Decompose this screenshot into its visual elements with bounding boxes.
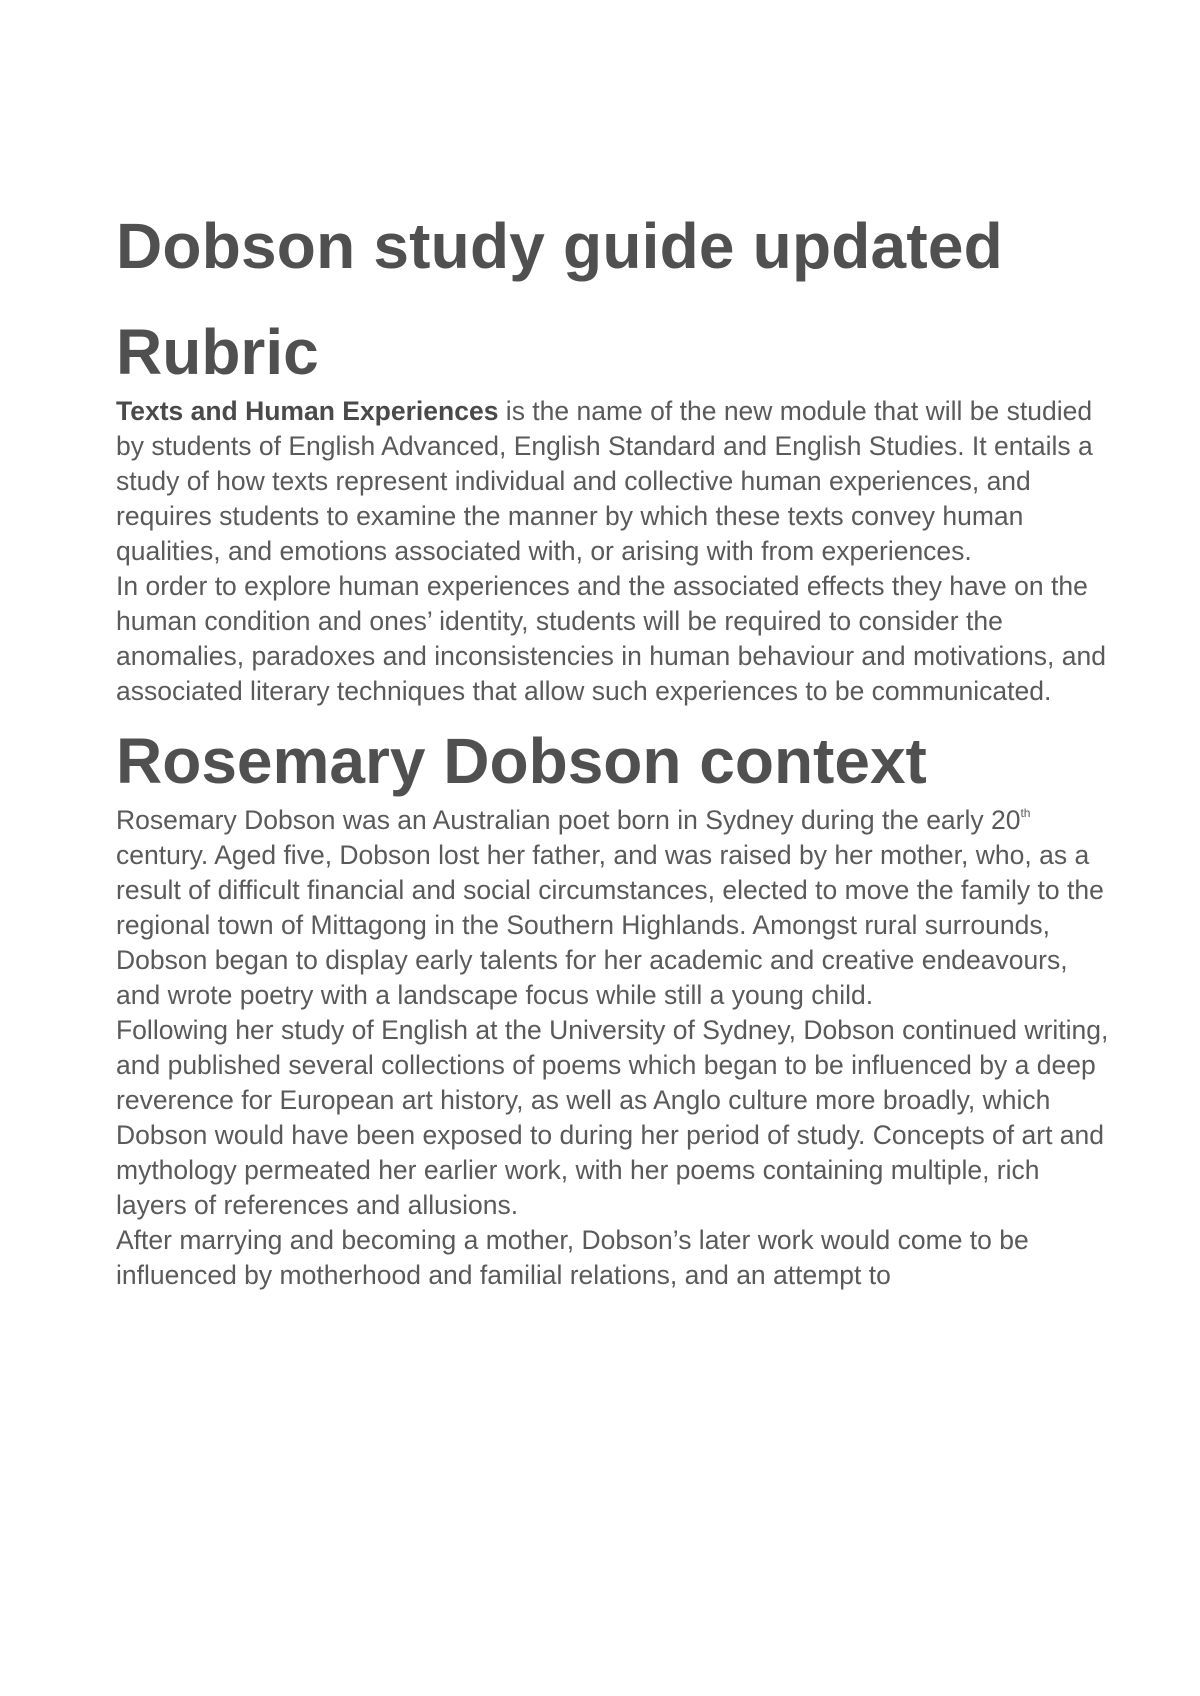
paragraph: After marrying and becoming a mother, Dobson’s later work would come to be influenced by motherhood and familial relations, and an attempt to [116,1225,1029,1290]
document-page [116,206,1116,1293]
section-heading-rubric: Rubric [116,316,319,388]
paragraph: In order to explore human experiences and the associated effects they have on the human condition and ones’ identity, students will be required to consider the anomalies, paradoxes and inconsistencies in human behaviour and motivations, and associated literary techniques that allow such experiences to be communicated. [116,571,1106,706]
paragraph: Following her study of English at the University of Sydney, Dobson continued writing, and published several collections of poems which began to be influenced by a deep reverence for European art history, as well as Anglo culture more broadly, which Dobson would have been exposed to during her period of study. Concepts of art and mythology permeated her earlier work, with her poems containing multiple, rich layers of references and allusions. [116,1015,1109,1220]
paragraph-text: Rosemary Dobson was an Australian poet born in Sydney during the early 20 [116,805,1021,835]
section-dobson-context [116,723,1116,1293]
paragraph-text: century. Aged five, Dobson lost her father, and was raised by her mother, who, as a result of difficult financial and social circumstances, elected to move the family to the regional town of Mittagong in the Southern Highlands. Amongst rural surrounds, Dobson began to display early talents for her academic and creative endeavours, and wrote poetry with a landscape focus while still a young child. [116,840,1104,1010]
paragraph [116,803,1116,1013]
paragraph [116,394,1116,569]
document-title: Dobson study guide updated [116,210,1003,282]
bold-term: Texts and Human Experiences [116,396,499,426]
ordinal-superscript: th [1020,806,1031,820]
paragraph-text: is the name of the new module that will be studied by students of English Advanced, English Standard and English Studies. It entails a study of how texts represent individual and collective human experiences, and requires students to examine the manner by which these texts convey human qualities, and emotions associated with, or arising with from experiences. [116,396,1093,566]
section-rubric [116,314,1116,709]
section-heading-context: Rosemary Dobson context [116,725,927,797]
